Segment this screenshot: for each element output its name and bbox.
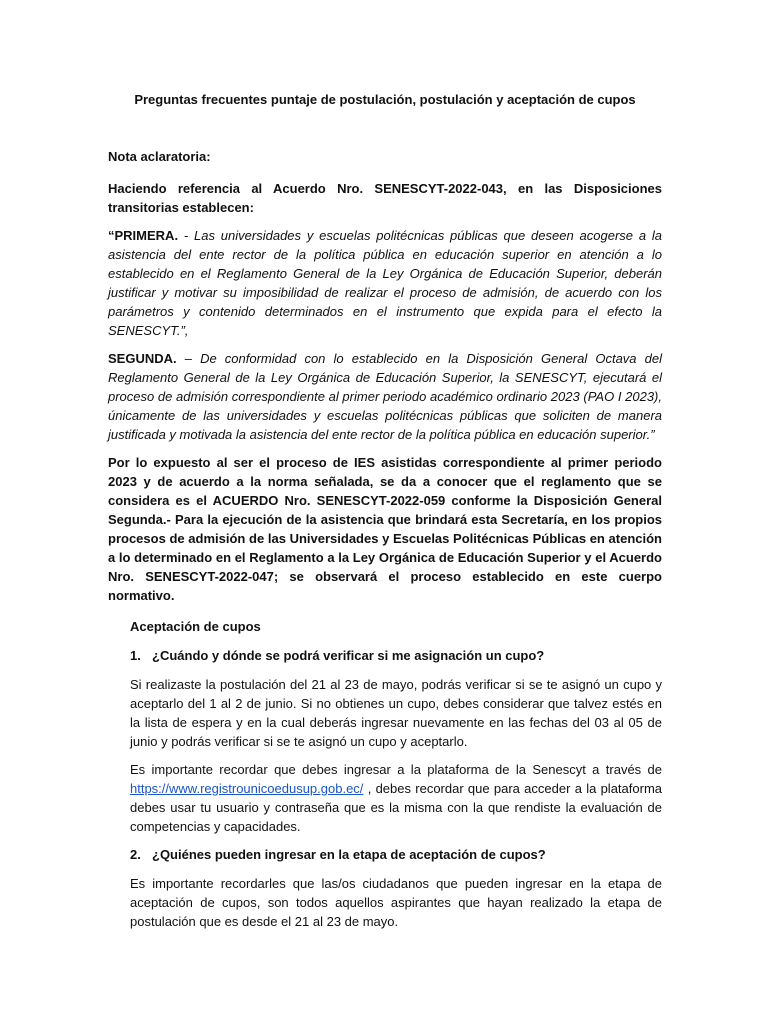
registro-unico-link[interactable]: https://www.registrounicoedusup.gob.ec/ [130, 781, 364, 796]
answer-1-paragraph-1: Si realizaste la postulación del 21 al 23 de mayo, podrás verificar si se te asignó un cupo y aceptarlo del 1 al 2 de junio. Si no obtienes un cupo, debes considerar que talvez estés en la lista de espera y en la cual deberás ingresar nuevamente en las fechas del 03 al 05 de junio y podrás verificar si se te asignó un cupo y aceptarlo. [130, 677, 662, 749]
segunda-paragraph [108, 349, 662, 444]
segunda-label: SEGUNDA. [108, 351, 177, 366]
section-title-aceptacion: Aceptación de cupos [130, 619, 261, 634]
document-title: Preguntas frecuentes puntaje de postulación, postulación y aceptación de cupos [134, 92, 636, 107]
question-2-number: 2. [130, 847, 141, 862]
primera-label: “PRIMERA. [108, 228, 179, 243]
answer-1-paragraph-2 [130, 760, 662, 836]
question-1 [130, 646, 662, 665]
nota-aclaratoria-label: Nota aclaratoria: [108, 149, 211, 164]
primera-paragraph [108, 226, 662, 340]
question-1-text: ¿Cuándo y dónde se podrá verificar si me asignación un cupo? [152, 648, 545, 663]
segunda-text: – De conformidad con lo establecido en la Disposición General Octava del Reglamento General de la Ley Orgánica de Educación Superior, la SENESCYT, ejecutará el proceso de admisión correspondiente al primer periodo académico ordinario 2023 (PAO I 2023), únicamente de las universidades y escuelas politécnicas públicas que soliciten de manera justificada y motivada la asistencia del ente rector de la política pública en educación superior.” [108, 351, 662, 442]
expuesto-paragraph: Por lo expuesto al ser el proceso de IES asistidas correspondiente al primer periodo 2023 y de acuerdo a la norma señalada, se da a conocer que el reglamento que se considera es el ACUERDO Nro. SENESCYT-2022-059 conforme la Disposición General Segunda.- Para la ejecución de la asistencia que brindará esta Secretaría, en los propios procesos de admisión de las Universidades y Escuelas Politécnicas Públicas en atención a lo determinado en el Reglamento a la Ley Orgánica de Educación Superior y el Acuerdo Nro. SENESCYT-2022-047; se observará el proceso establecido en este cuerpo normativo. [108, 455, 662, 603]
answer-2-paragraph-1: Es importante recordarles que las/os ciudadanos que pueden ingresar en la etapa de aceptación de cupos, son todos aquellos aspirantes que hayan realizado la etapa de postulación que es desde el 21 al 23 de mayo. [130, 876, 662, 929]
question-2-text: ¿Quiénes pueden ingresar en la etapa de aceptación de cupos? [152, 847, 546, 862]
answer-1-text-after-link: , debes recordar que para acceder a la plataforma debes usar tu usuario y contraseña que es la misma con la que rendiste la evaluación de competencias y capacidades. [130, 781, 662, 834]
answer-1-text-before-link: Es importante recordar que debes ingresar a la plataforma de la Senescyt a través de [130, 762, 662, 777]
question-2 [130, 845, 662, 864]
question-1-number: 1. [130, 648, 141, 663]
document-page [108, 90, 662, 940]
primera-text: - Las universidades y escuelas politécnicas públicas que deseen acogerse a la asistencia del ente rector de la política pública en educación superior en atención a lo establecido en el Reglamento General de la Ley Orgánica de Educación Superior, deberán justificar y motivar su imposibilidad de realizar el proceso de admisión, de acuerdo con los parámetros y contenido determinados en el instrumento que expida para el efecto la SENESCYT.”, [108, 228, 662, 338]
intro-paragraph: Haciendo referencia al Acuerdo Nro. SENESCYT-2022-043, en las Disposiciones transitorias establecen: [108, 181, 662, 215]
